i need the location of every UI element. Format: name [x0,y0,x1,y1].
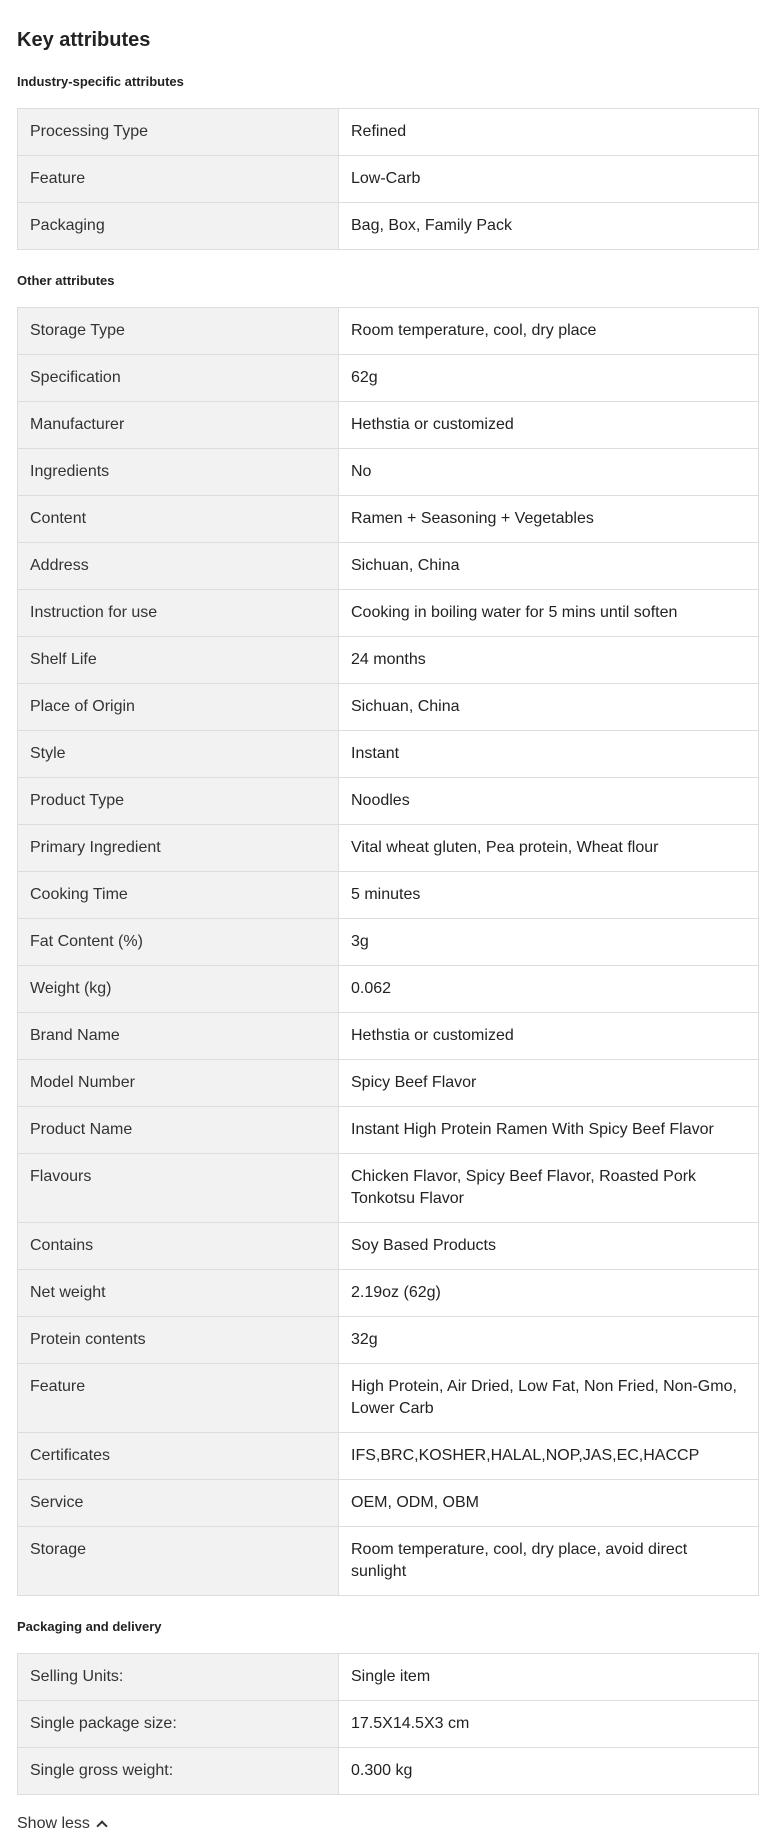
table-row [18,1223,759,1270]
table-row [18,496,759,543]
table-row [18,872,759,919]
attribute-key: Packaging [18,203,339,250]
attribute-key: Brand Name [18,1013,339,1060]
attribute-value: No [339,449,759,496]
table-row [18,966,759,1013]
table-row [18,543,759,590]
attribute-value: Single item [339,1654,759,1701]
table-row [18,449,759,496]
attribute-value: Bag, Box, Family Pack [339,203,759,250]
attribute-value: 0.300 kg [339,1748,759,1795]
attribute-value: 62g [339,355,759,402]
table-row [18,1701,759,1748]
table-row [18,1364,759,1433]
table-row [18,919,759,966]
attribute-key: Specification [18,355,339,402]
attribute-value: 17.5X14.5X3 cm [339,1701,759,1748]
attribute-value: 24 months [339,637,759,684]
page-title: Key attributes [17,29,151,51]
attribute-key: Place of Origin [18,684,339,731]
attribute-key: Single package size: [18,1701,339,1748]
chevron-up-icon [96,1820,107,1831]
attribute-key: Flavours [18,1154,339,1223]
section-heading-packaging: Packaging and delivery [17,1619,162,1634]
attribute-value: Low-Carb [339,156,759,203]
attribute-value: Sichuan, China [339,684,759,731]
table-row [18,1527,759,1596]
attribute-key: Net weight [18,1270,339,1317]
attribute-key: Processing Type [18,109,339,156]
attribute-key: Primary Ingredient [18,825,339,872]
attribute-value: Sichuan, China [339,543,759,590]
attribute-key: Certificates [18,1433,339,1480]
attribute-key: Protein contents [18,1317,339,1364]
table-row [18,1060,759,1107]
attribute-value: Chicken Flavor, Spicy Beef Flavor, Roasted Pork Tonkotsu Flavor [339,1154,759,1223]
attribute-value: Hethstia or customized [339,402,759,449]
attribute-key: Cooking Time [18,872,339,919]
table-row [18,1654,759,1701]
attribute-value: IFS,BRC,KOSHER,HALAL,NOP,JAS,EC,HACCP [339,1433,759,1480]
table-row [18,1013,759,1060]
table-row [18,156,759,203]
table-row [18,825,759,872]
attribute-value: OEM, ODM, OBM [339,1480,759,1527]
table-row [18,1154,759,1223]
section-heading-industry: Industry-specific attributes [17,74,184,89]
attribute-value: Room temperature, cool, dry place [339,308,759,355]
attribute-value: Soy Based Products [339,1223,759,1270]
attribute-key: Shelf Life [18,637,339,684]
attribute-value: Spicy Beef Flavor [339,1060,759,1107]
section-heading-other: Other attributes [17,273,115,288]
attribute-value: 5 minutes [339,872,759,919]
table-row [18,637,759,684]
attribute-key: Model Number [18,1060,339,1107]
packaging-delivery-table [17,1653,759,1795]
attribute-value: 2.19oz (62g) [339,1270,759,1317]
attribute-key: Storage Type [18,308,339,355]
table-row [18,308,759,355]
attribute-key: Product Type [18,778,339,825]
table-row [18,590,759,637]
attribute-value: 3g [339,919,759,966]
attribute-key: Weight (kg) [18,966,339,1013]
attribute-value: Refined [339,109,759,156]
attribute-value: Hethstia or customized [339,1013,759,1060]
attribute-key: Content [18,496,339,543]
attribute-key: Single gross weight: [18,1748,339,1795]
attribute-key: Address [18,543,339,590]
attribute-key: Manufacturer [18,402,339,449]
show-less-label: Show less [17,1815,90,1832]
attribute-value: Instant [339,731,759,778]
attribute-key: Service [18,1480,339,1527]
attribute-key: Style [18,731,339,778]
attribute-value: 32g [339,1317,759,1364]
attribute-key: Feature [18,1364,339,1433]
table-row [18,731,759,778]
attribute-value: Room temperature, cool, dry place, avoid direct sunlight [339,1527,759,1596]
table-row [18,1270,759,1317]
table-row [18,1480,759,1527]
table-row [18,1433,759,1480]
table-row [18,1107,759,1154]
attribute-value: Instant High Protein Ramen With Spicy Beef Flavor [339,1107,759,1154]
attribute-key: Product Name [18,1107,339,1154]
attribute-key: Fat Content (%) [18,919,339,966]
attribute-value: Vital wheat gluten, Pea protein, Wheat flour [339,825,759,872]
table-row [18,109,759,156]
attribute-key: Ingredients [18,449,339,496]
table-row [18,1317,759,1364]
show-less-button[interactable] [17,1813,766,1835]
table-row [18,203,759,250]
table-row [18,402,759,449]
attribute-value: 0.062 [339,966,759,1013]
table-row [18,778,759,825]
attribute-key: Storage [18,1527,339,1596]
table-row [18,684,759,731]
attribute-key: Contains [18,1223,339,1270]
attribute-value: Noodles [339,778,759,825]
other-attributes-table [17,307,759,1596]
attribute-value: Ramen + Seasoning + Vegetables [339,496,759,543]
table-row [18,355,759,402]
attribute-key: Selling Units: [18,1654,339,1701]
industry-attributes-table [17,108,759,250]
attribute-value: High Protein, Air Dried, Low Fat, Non Fried, Non-Gmo, Lower Carb [339,1364,759,1433]
attribute-key: Instruction for use [18,590,339,637]
attribute-key: Feature [18,156,339,203]
attribute-value: Cooking in boiling water for 5 mins until soften [339,590,759,637]
table-row [18,1748,759,1795]
